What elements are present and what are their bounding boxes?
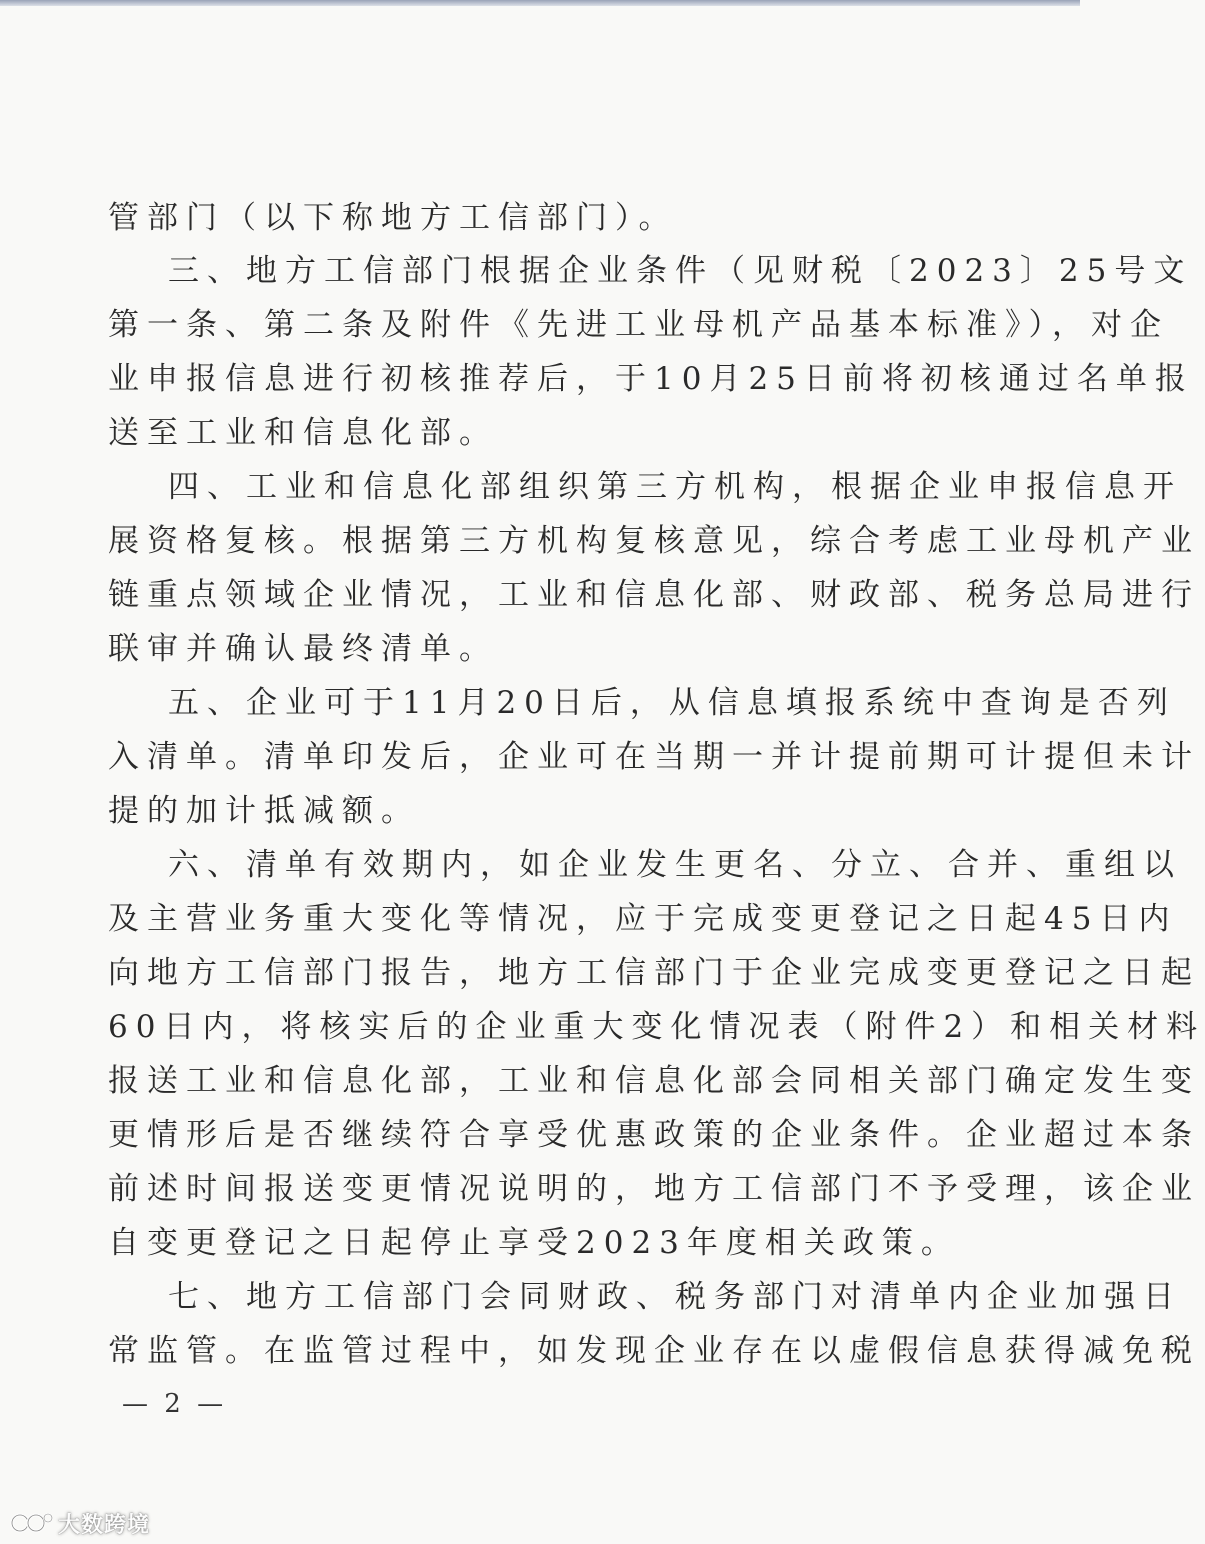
text-line: 三、地方工信部门根据企业条件（见财税〔2023〕25号文 <box>168 253 1193 289</box>
watermark-text: 大数跨境 <box>58 1512 151 1538</box>
text-line: 四、工业和信息化部组织第三方机构，根据企业申报信息开 <box>168 469 1182 505</box>
text-line: 更情形后是否继续符合享受优惠政策的企业条件。企业超过本条 <box>108 1117 1200 1153</box>
text-line: 联审并确认最终清单。 <box>108 631 498 667</box>
text-line: 报送工业和信息化部，工业和信息化部会同相关部门确定发生变 <box>108 1063 1200 1099</box>
text-line: 提的加计抵减额。 <box>108 793 420 829</box>
text-line: 前述时间报送变更情况说明的，地方工信部门不予受理，该企业 <box>108 1171 1200 1207</box>
page-number: — 2 — <box>122 1389 228 1419</box>
text-line: 七、地方工信部门会同财政、税务部门对清单内企业加强日 <box>168 1279 1182 1315</box>
scan-top-edge <box>0 0 1080 6</box>
text-line: 送至工业和信息化部。 <box>108 415 498 451</box>
text-line: 链重点领域企业情况，工业和信息化部、财政部、税务总局进行 <box>108 577 1200 613</box>
text-line: 60日内，将核实后的企业重大变化情况表（附件2）和相关材料 <box>108 1009 1205 1045</box>
text-line: 管部门（以下称地方工信部门）。 <box>108 200 678 236</box>
text-line: 向地方工信部门报告，地方工信部门于企业完成变更登记之日起 <box>108 955 1200 991</box>
text-line: 第一条、第二条及附件《先进工业母机产品基本标准》），对企 <box>108 307 1169 343</box>
text-line: 常监管。在监管过程中，如发现企业存在以虚假信息获得减免税 <box>108 1333 1200 1369</box>
text-line: 六、清单有效期内，如企业发生更名、分立、合并、重组以 <box>168 847 1182 883</box>
text-line: 业申报信息进行初核推荐后，于10月25日前将初核通过名单报 <box>108 361 1194 397</box>
text-line: 展资格复核。根据第三方机构复核意见，综合考虑工业母机产业 <box>108 523 1200 559</box>
text-line: 五、企业可于11月20日后，从信息填报系统中查询是否列 <box>168 685 1176 721</box>
watermark <box>10 1506 150 1540</box>
text-line: 入清单。清单印发后，企业可在当期一并计提前期可计提但未计 <box>108 739 1200 775</box>
watermark-logo-icon <box>10 1509 54 1537</box>
text-line: 自变更登记之日起停止享受2023年度相关政策。 <box>108 1225 960 1261</box>
text-line: 及主营业务重大变化等情况，应于完成变更登记之日起45日内 <box>108 901 1178 937</box>
